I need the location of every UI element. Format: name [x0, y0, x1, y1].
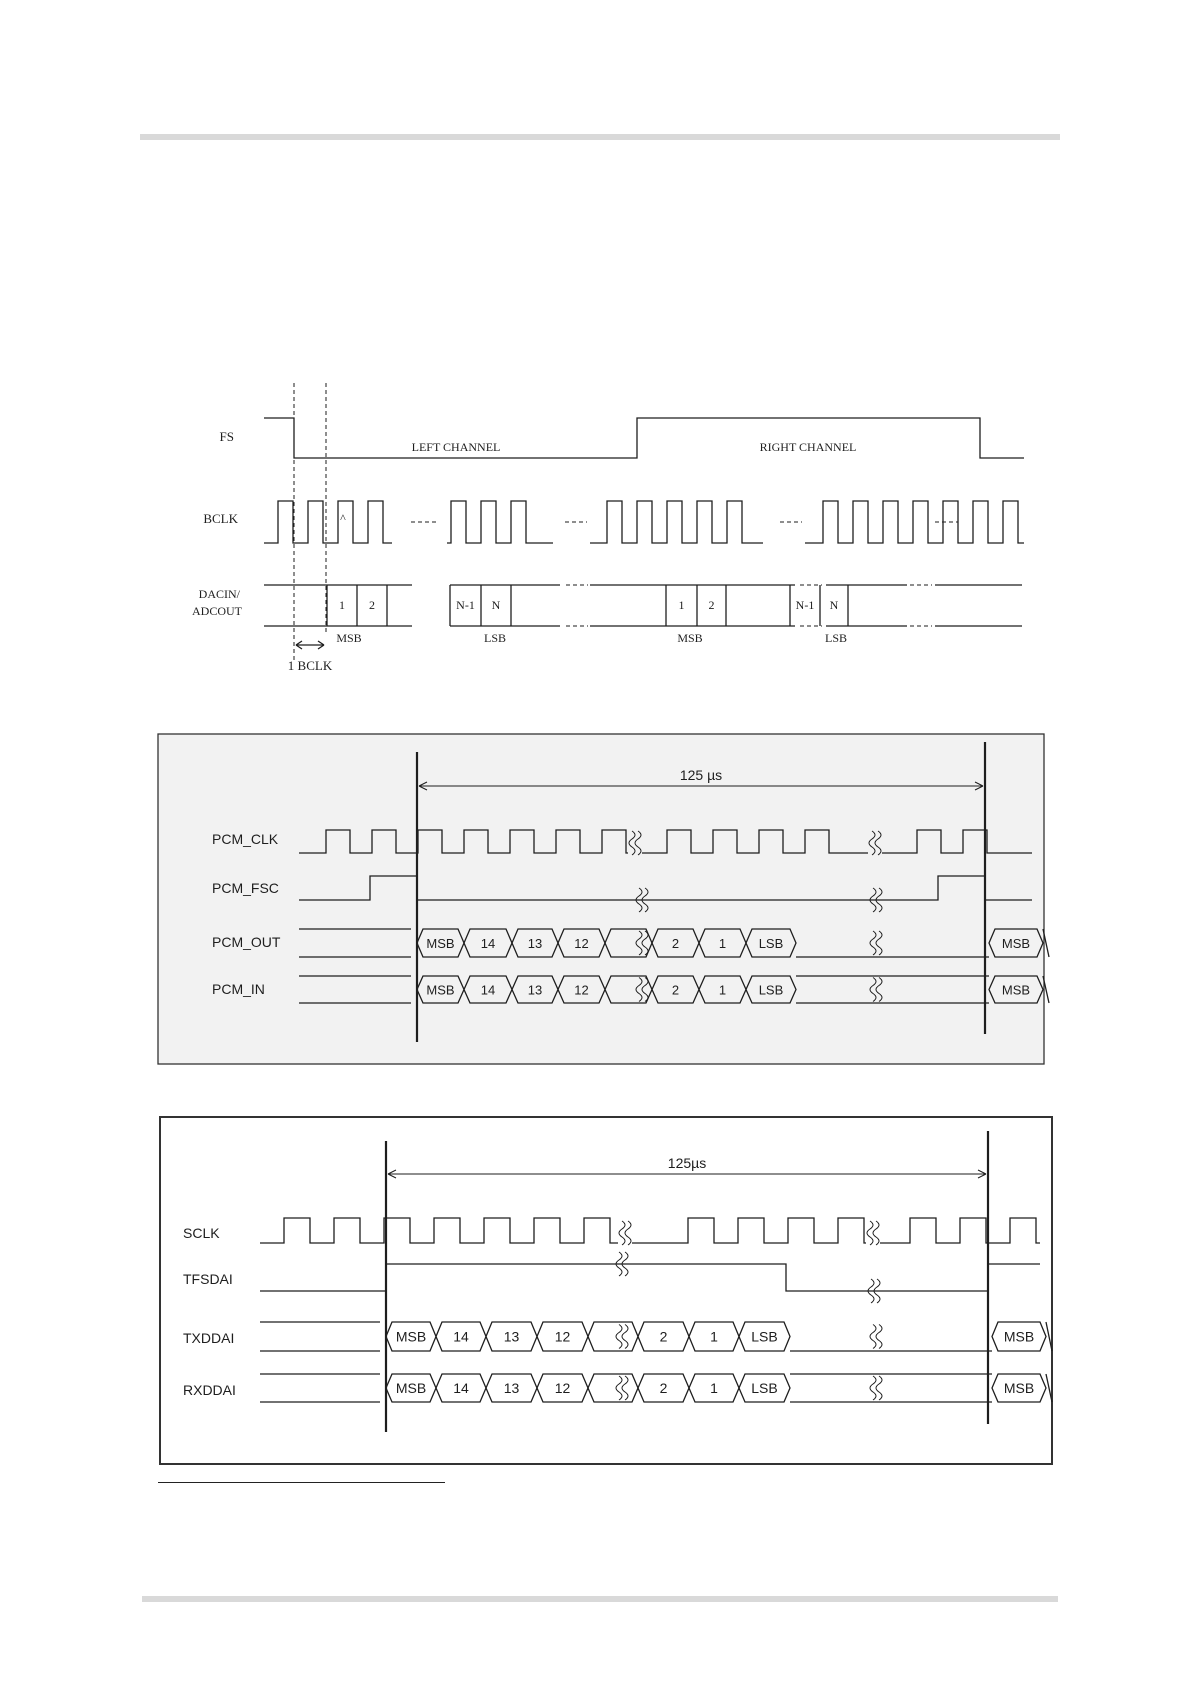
pcm-signal-label: PCM_OUT [212, 934, 281, 950]
slot-label: N-1 [795, 598, 815, 612]
pcm-data-bit-label: 12 [574, 982, 589, 998]
bclk-waveform [590, 501, 763, 543]
pcm-signal-label: PCM_IN [212, 981, 265, 997]
dai-signal-label: RXDDAI [183, 1382, 236, 1398]
msb-label: MSB [677, 631, 703, 645]
slot-label: 1 [339, 598, 345, 612]
fs-waveform [264, 418, 1024, 458]
dai-data-bit-label: 2 [659, 1380, 668, 1396]
bclk-waveform [264, 501, 392, 543]
msb-label: MSB [336, 631, 362, 645]
pcm-data-bit-label: 2 [671, 936, 680, 951]
left-channel-label: LEFT CHANNEL [411, 440, 501, 454]
dai-data-bit-label: 13 [503, 1328, 520, 1345]
pcm-data-bit-label: 13 [527, 936, 543, 951]
lsb-label: LSB [483, 631, 507, 645]
signal-label-dacin: DACIN/ [198, 587, 240, 601]
pcm-data-bit-label: 12 [574, 936, 589, 951]
dai-signal-label: TFSDAI [183, 1271, 233, 1287]
pcm-data-bit-label: MSB [426, 982, 455, 998]
dai-period-label: 125µs [667, 1155, 707, 1171]
bclk-waveform [805, 501, 1024, 543]
pcm-data-bit-label: 14 [480, 982, 496, 998]
pcm-data-bit-label: 2 [671, 982, 680, 998]
dai-signal-label: SCLK [183, 1225, 220, 1241]
pcm-data-bit-label: 1 [718, 982, 727, 998]
one-bclk-label: 1 BCLK [287, 658, 333, 673]
bclk-dimension-arrow [296, 641, 324, 649]
dai-data-bit-label: LSB [751, 1328, 778, 1345]
slot-label: N [491, 598, 501, 612]
pcm-data-bit-label: MSB [1001, 982, 1031, 998]
slot-label: 2 [708, 598, 715, 612]
rising-edge-marker: ^ [340, 511, 346, 525]
right-channel-label: RIGHT CHANNEL [759, 440, 857, 454]
pcm-data-bit-label: LSB [758, 936, 784, 951]
dai-data-bit-label: MSB [1003, 1380, 1035, 1396]
pcm-frame [158, 734, 1044, 1064]
signal-label-fs: FS [219, 429, 234, 444]
pcm-timing-diagram [158, 734, 1049, 1064]
pcm-signal-label: PCM_CLK [212, 831, 279, 847]
dai-data-bit-label: 13 [503, 1380, 520, 1396]
dai-data-bit-label: 12 [554, 1328, 571, 1345]
dai-data-bit-label: 14 [453, 1328, 469, 1345]
dai-data-bit-label: 1 [710, 1328, 718, 1345]
dai-signal-label: TXDDAI [183, 1330, 235, 1346]
pcm-data-bit-label: 13 [527, 982, 543, 998]
i2s-timing-diagram [192, 383, 1024, 673]
signal-label-adcout: ADCOUT [192, 604, 242, 618]
dai-data-bit-label: 12 [554, 1380, 571, 1396]
slot-label: 1 [678, 598, 685, 612]
dai-data-bit-label: 14 [453, 1380, 469, 1396]
slot-label: N [829, 598, 839, 612]
signal-label-bclk: BCLK [203, 511, 238, 526]
pcm-data-bit-label: 1 [718, 936, 727, 951]
slot-label: N-1 [456, 598, 475, 612]
dai-data-bit-label: MSB [395, 1328, 427, 1345]
dai-timing-diagram [160, 1117, 1052, 1464]
pcm-signal-label: PCM_FSC [212, 880, 279, 896]
slot-label: 2 [369, 598, 375, 612]
lsb-label: LSB [824, 631, 848, 645]
pcm-data-bit-label: 14 [480, 936, 496, 951]
bclk-waveform [447, 501, 553, 543]
dai-data-bit-label: MSB [1003, 1328, 1035, 1345]
pcm-data-bit-label: MSB [1001, 936, 1031, 951]
pcm-data-bit-label: MSB [426, 936, 455, 951]
dai-data-bit-label: 1 [710, 1380, 718, 1396]
pcm-period-label: 125 µs [679, 767, 723, 783]
pcm-data-bit-label: LSB [758, 982, 784, 998]
dai-data-bit-label: MSB [395, 1380, 427, 1396]
dai-data-bit-label: LSB [751, 1380, 778, 1396]
dai-data-bit-label: 2 [659, 1328, 668, 1345]
